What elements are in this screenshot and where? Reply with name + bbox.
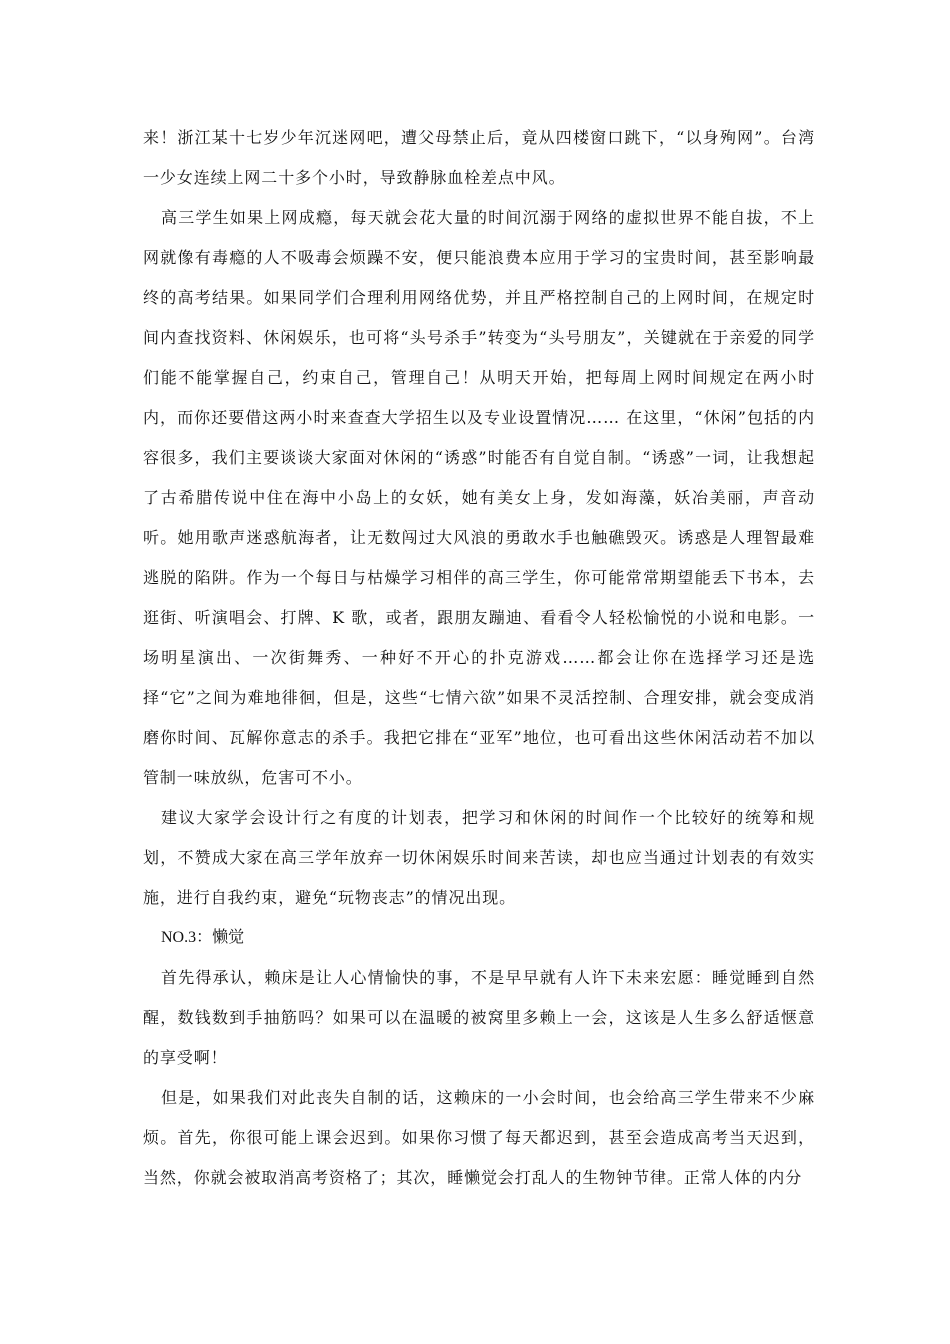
document-body [143, 118, 815, 1198]
section-heading: NO.3：懒觉 [161, 929, 245, 946]
paragraph-4: 首先得承认，赖床是让人心情愉快的事，不是早早就有人许下未来宏愿：睡觉睡到自然醒，数钱数到手抽筋吗？如果可以在温暖的被窝里多赖上一会，这该是人生多么舒适惬意的享受啊！ [143, 968, 815, 1067]
paragraph-5: 但是，如果我们对此丧失自制的话，这赖床的一小会时间，也会给高三学生带来不少麻烦。首先，你很可能上课会迟到。如果你习惯了每天都迟到，甚至会造成高考当天迟到，当然，你就会被取消高考资格了；其次，睡懒觉会打乱人的生物钟节律。正常人体的内分 [143, 1088, 815, 1187]
paragraph-1: 来！浙江某十七岁少年沉迷网吧，遭父母禁止后，竟从四楼窗口跳下，“以身殉网”。台湾一少女连续上网二十多个小时，导致静脉血栓差点中风。 [143, 128, 815, 187]
paragraph-2: 高三学生如果上网成瘾，每天就会花大量的时间沉溺于网络的虚拟世界不能自拔，不上网就像有毒瘾的人不吸毒会烦躁不安，便只能浪费本应用于学习的宝贵时间，甚至影响最终的高考结果。如果同学们合理利用网络优势，并且严格控制自己的上网时间，在规定时间内查找资料、休闲娱乐，也可将“头号杀手”转变为“头号朋友”，关键就在于亲爱的同学们能不能掌握自己，约束自己，管理自己！从明天开始，把每周上网时间规定在两小时内，而你还要借这两小时来查查大学招生以及专业设置情况…… 在这里，“休闲”包括的内容很多，我们主要谈谈大家面对休闲的“诱惑”时能否有自觉自制。“诱惑”一词，让我想起了古希腊传说中住在海中小岛上的女妖，她有美女上身，发如海藻，妖冶美丽，声音动听。她用歌声迷惑航海者，让无数闯过大风浪的勇敢水手也触礁毁灭。诱惑是人理智最难逃脱的陷阱。作为一个每日与枯燥学习相伴的高三学生，你可能常常期望能丢下书本，去逛街、听演唱会、打牌、K 歌，或者，跟朋友蹦迪、看看令人轻松愉悦的小说和电影。一场明星演出、一次街舞秀、一种好不开心的扑克游戏……都会让你在选择学习还是选择“它”之间为难地徘徊，但是，这些“七情六欲”如果不灵活控制、合理安排，就会变成消磨你时间、瓦解你意志的杀手。我把它排在“亚军”地位，也可看出这些休闲活动若不加以管制一味放纵，危害可不小。 [143, 208, 815, 787]
paragraph-3: 建议大家学会设计行之有度的计划表，把学习和休闲的时间作一个比较好的统筹和规划，不赞成大家在高三学年放弃一切休闲娱乐时间来苦读，却也应当通过计划表的有效实施，进行自我约束，避免“玩物丧志”的情况出现。 [143, 808, 815, 907]
